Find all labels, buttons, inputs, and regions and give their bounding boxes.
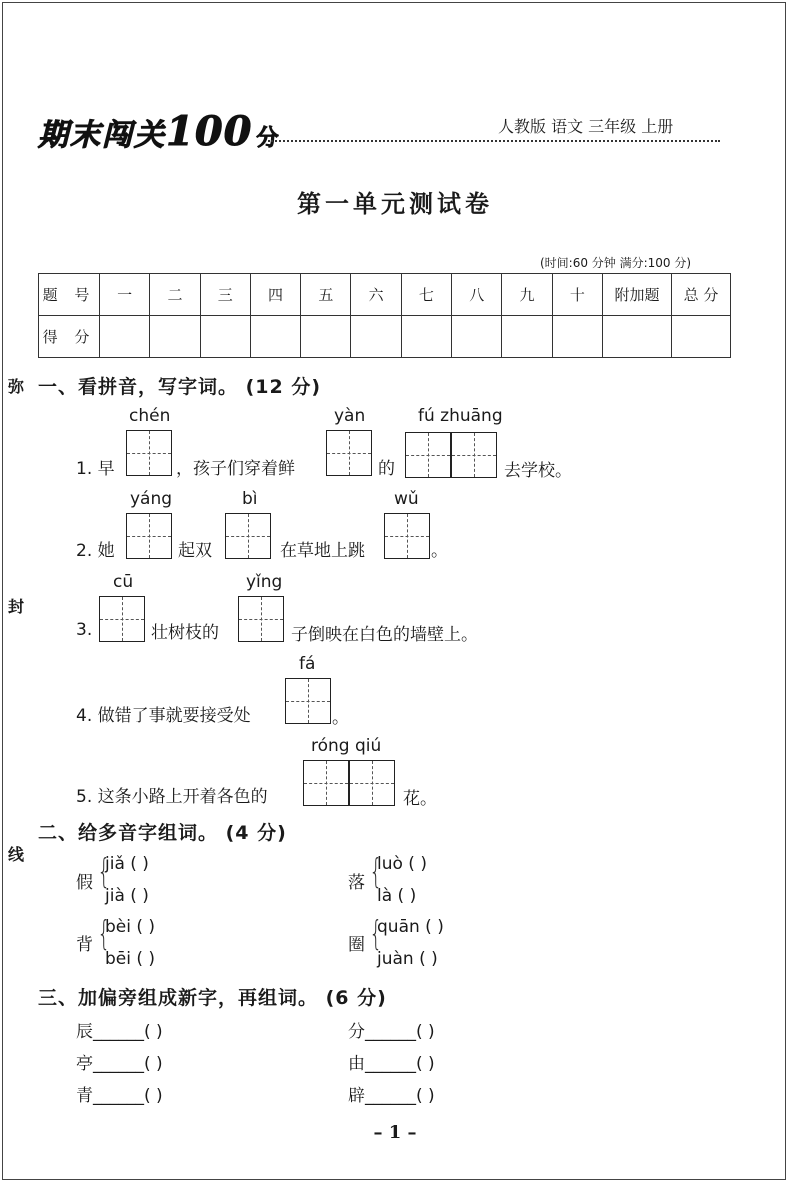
time-info: (时间:60 分钟 满分:100 分) [540,256,692,270]
writing-box[interactable] [326,430,372,476]
writing-box[interactable] [349,760,395,806]
polyphone-char: 假 [76,873,93,893]
polyphone-reading: luò ( ) [377,854,427,874]
question-text: 起双 [178,541,212,561]
question-number: 3. [76,620,93,640]
question-text: 早 [97,459,115,479]
polyphone-char: 圈 [348,935,365,955]
question-number: 2. [76,541,93,561]
binding-char: 弥 [8,377,25,396]
pinyin: wǔ [394,489,419,509]
table-cell: 十 [552,274,602,316]
question-text: 子倒映在白色的墙壁上。 [291,625,478,645]
polyphone-reading: bēi ( ) [105,949,156,969]
writing-box[interactable] [303,760,349,806]
question-text: 花。 [403,789,437,809]
table-cell: 附加题 [603,274,672,316]
radical-item[interactable]: 分______( ) [348,1022,435,1042]
question-text: 去学校。 [504,461,572,481]
score-cell[interactable] [250,316,300,358]
table-cell: 九 [502,274,552,316]
question-number: 4. [76,706,93,726]
brace-icon: { [369,852,383,892]
table-cell: 八 [452,274,502,316]
score-cell[interactable] [672,316,731,358]
score-cell[interactable] [552,316,602,358]
writing-box[interactable] [238,596,284,642]
pinyin: cū [113,572,134,592]
section-1-title: 一、看拼音，写字词。 (12 分) [38,376,322,398]
question-text: 。 [431,541,448,561]
table-cell: 一 [100,274,150,316]
edition-label: 人教版 语文 三年级 上册 [498,117,674,136]
pinyin: yáng [130,489,173,509]
question-text: 的 [378,459,395,479]
pinyin: chén [129,406,171,426]
pinyin: bì [242,489,258,509]
question-text: 做错了事就要接受处 [97,706,251,726]
polyphone-reading: juàn ( ) [377,949,438,969]
section-2-title: 二、给多音字组词。 (4 分) [38,822,287,844]
question-text: 这条小路上开着各色的 [97,787,268,807]
table-cell: 四 [250,274,300,316]
question-text: ，孩子们穿着鲜 [176,459,295,479]
score-cell[interactable] [401,316,451,358]
radical-item[interactable]: 青______( ) [76,1086,163,1106]
writing-box[interactable] [451,432,497,478]
question-text: 她 [97,541,115,561]
brand-logo: 期末闯关100 分 [38,108,281,155]
table-row [39,316,731,358]
pinyin: fú zhuāng [418,406,503,426]
score-cell[interactable] [100,316,150,358]
writing-box[interactable] [384,513,430,559]
table-cell: 总 分 [672,274,731,316]
score-cell[interactable] [502,316,552,358]
table-cell: 三 [200,274,250,316]
question-text: 壮树枝的 [151,623,219,643]
writing-box[interactable] [126,513,172,559]
polyphone-char: 背 [76,935,93,955]
score-cell[interactable] [452,316,502,358]
score-cell[interactable] [603,316,672,358]
score-cell[interactable] [200,316,250,358]
table-cell: 五 [301,274,351,316]
radical-item[interactable]: 由______( ) [348,1054,435,1074]
polyphone-reading: là ( ) [377,886,417,906]
writing-box[interactable] [285,678,331,724]
header-dotted-rule [268,140,720,142]
polyphone-reading: jiǎ ( ) [105,854,149,874]
score-cell[interactable] [301,316,351,358]
radical-item[interactable]: 亭______( ) [76,1054,163,1074]
table-cell: 六 [351,274,401,316]
pinyin: róng qiú [311,736,382,756]
question-number: 1. [76,459,93,479]
binding-char: 封 [8,597,25,616]
page-title: 第一单元测试卷 [297,189,493,218]
polyphone-reading: bèi ( ) [105,917,156,937]
brace-icon: { [97,914,111,954]
question-text: 。 [332,708,349,728]
score-cell[interactable] [351,316,401,358]
score-table [38,273,731,358]
table-row-label: 题 号 [39,274,100,316]
score-cell[interactable] [150,316,200,358]
page-number: – 1 – [373,1122,417,1143]
radical-item[interactable]: 辰______( ) [76,1022,163,1042]
writing-box[interactable] [126,430,172,476]
binding-char: 线 [8,845,25,864]
pinyin: yǐng [246,572,283,592]
question-number: 5. [76,787,93,807]
writing-box[interactable] [225,513,271,559]
table-row [39,274,731,316]
writing-box[interactable] [405,432,451,478]
polyphone-reading: jià ( ) [105,886,149,906]
table-row-label: 得 分 [39,316,100,358]
polyphone-char: 落 [348,873,365,893]
table-cell: 七 [401,274,451,316]
brace-icon: { [97,852,111,892]
radical-item[interactable]: 辟______( ) [348,1086,435,1106]
table-cell: 二 [150,274,200,316]
brace-icon: { [369,914,383,954]
pinyin: fá [299,654,316,674]
section-3-title: 三、加偏旁组成新字，再组词。 (6 分) [38,987,387,1009]
question-text: 在草地上跳 [280,541,365,561]
polyphone-reading: quān ( ) [377,917,444,937]
pinyin: yàn [334,406,366,426]
writing-box[interactable] [99,596,145,642]
